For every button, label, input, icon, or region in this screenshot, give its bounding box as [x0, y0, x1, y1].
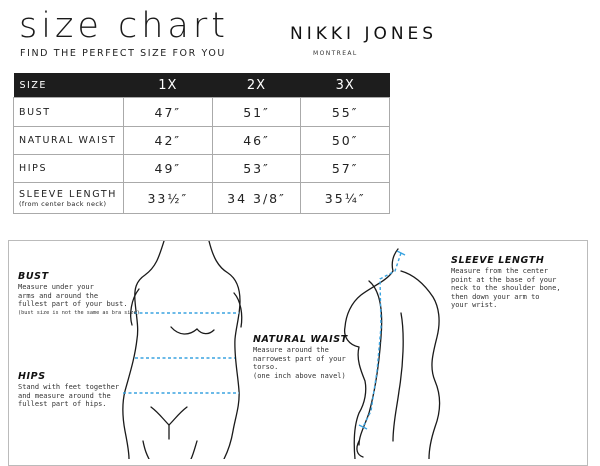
- table-cell: 50″: [301, 127, 390, 155]
- row-label: NATURAL WAIST: [14, 127, 124, 155]
- table-cell: 46″: [212, 127, 301, 155]
- brand-location: MONTREAL: [313, 50, 358, 57]
- row-label: [14, 183, 124, 214]
- table-cell: 33½″: [124, 183, 213, 214]
- hips-guide-title: HIPS: [18, 371, 46, 382]
- side-figure-outline: [345, 249, 440, 459]
- table-cell: 57″: [301, 155, 390, 183]
- table-row-hips: [14, 155, 390, 183]
- table-cell: 42″: [124, 127, 213, 155]
- row-label: BUST: [14, 98, 124, 127]
- table-row-bust: [14, 98, 390, 127]
- sleeve-guide-title: SLEEVE LENGTH: [451, 255, 545, 266]
- measurement-guide: [8, 240, 588, 466]
- table-cell: 47″: [124, 98, 213, 127]
- column-header-size: SIZE: [14, 73, 124, 98]
- column-header-2x: 2X: [212, 73, 301, 98]
- table-cell: 51″: [212, 98, 301, 127]
- bust-guide-text: Measure under your arms and around the fullest part of your bust. (bust size is not the same as bra size): [18, 283, 140, 316]
- page-subtitle: FIND THE PERFECT SIZE FOR YOU: [20, 48, 226, 59]
- table-cell: 49″: [124, 155, 213, 183]
- sleeve-measure-line: [363, 253, 401, 427]
- brand-logo: NIKKI JONES: [290, 24, 438, 44]
- sleeve-guide-text: Measure from the center point at the base of your neck to the shoulder bone, then down your arm to your wrist.: [451, 267, 561, 310]
- table-row-sleeve-length: [14, 183, 390, 214]
- table-cell: 35¼″: [301, 183, 390, 214]
- size-table-header: [14, 73, 390, 98]
- size-table: [13, 73, 390, 214]
- page-title: size chart: [19, 6, 229, 46]
- row-label-text: SLEEVE LENGTH: [19, 188, 118, 200]
- table-row-natural-waist: [14, 127, 390, 155]
- bust-guide-title: BUST: [18, 271, 49, 282]
- hips-guide-text: Stand with feet together and measure around the fullest part of hips.: [18, 383, 120, 409]
- column-header-3x: 3X: [301, 73, 390, 98]
- column-header-1x: 1X: [124, 73, 213, 98]
- waist-guide-title: NATURAL WAIST: [253, 334, 348, 345]
- table-cell: 55″: [301, 98, 390, 127]
- front-figure-outline: [123, 241, 242, 459]
- row-sublabel: (from center back neck): [19, 199, 107, 208]
- waist-guide-text: Measure around the narrowest part of your torso. (one inch above navel): [253, 346, 346, 380]
- table-cell: 34 3/8″: [212, 183, 301, 214]
- row-label: HIPS: [14, 155, 124, 183]
- table-cell: 53″: [212, 155, 301, 183]
